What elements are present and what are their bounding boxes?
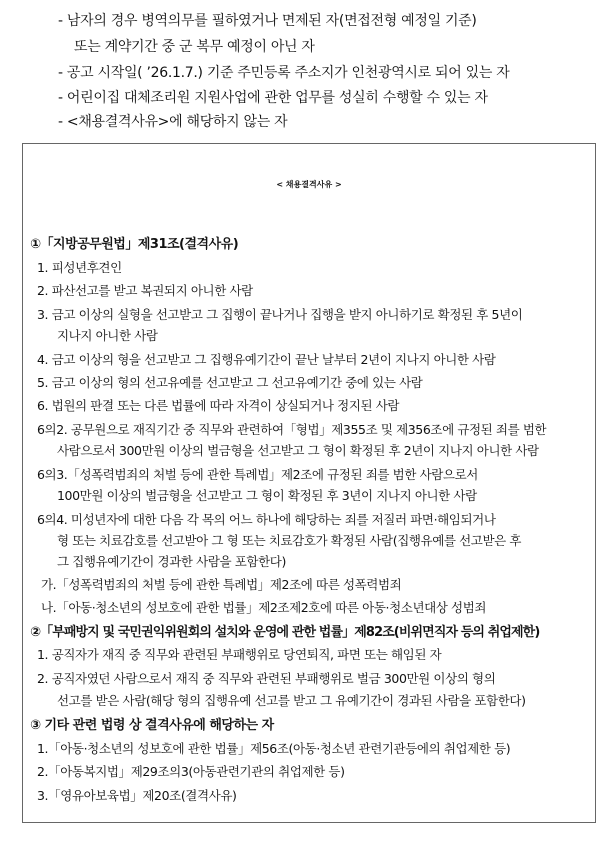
eligibility-item-disqualification: - <채용결격사유>에 해당하지 않는 자 [58,114,288,130]
clause-line: 형 또는 치료감호를 선고받아 그 형 또는 치료감호가 확정된 사람(집행유예를 선고받은 후 [57,533,522,548]
eligibility-item-military-cont: 또는 계약기간 중 군 복무 예정이 아닌 자 [74,39,315,55]
clause-line: 6의4. 미성년자에 대한 다음 각 목의 어느 하나에 해당하는 죄를 저질러 파면·해임되거나 [37,512,496,527]
box-title: < 채용결격사유 > [276,180,342,189]
section-heading-other-laws: ③ 기타 관련 법령 상 결격사유에 해당하는 자 [30,718,274,733]
clause-line: 그 집행유예기간이 경과한 사람을 포함한다) [57,554,286,569]
eligibility-item-duty: - 어린이집 대체조리원 지원사업에 관한 업무를 성실히 수행할 수 있는 자 [58,90,488,106]
clause-line: 나.「아동·청소년의 성보호에 관한 법률」제2조제2호에 따른 아동·청소년대상 성범죄 [41,600,487,615]
clause-line: 2. 파산선고를 받고 복권되지 아니한 사람 [37,283,253,298]
clause-line: 100만원 이상의 벌금형을 선고받고 그 형이 확정된 후 3년이 지나지 아니한 사람 [57,488,477,503]
clause-line: 4. 금고 이상의 형을 선고받고 그 집행유예기간이 끝난 날부터 2년이 지나지 아니한 사람 [37,352,496,367]
clause-line: 3. 금고 이상의 실형을 선고받고 그 집행이 끝나거나 집행을 받지 아니하기로 확정된 후 5년이 [37,307,523,322]
section-heading-local-public-officials-act: ①「지방공무원법」제31조(결격사유) [30,237,239,252]
clause-line: 가.「성폭력범죄의 처벌 등에 관한 특례법」제2조에 따른 성폭력범죄 [41,577,402,592]
clause-line: 2.「아동복지법」제29조의3(아동관련기관의 취업제한 등) [37,764,345,779]
clause-line: 3.「영유아보육법」제20조(결격사유) [37,788,237,803]
clause-line: 6의2. 공무원으로 재직기간 중 직무와 관련하여「형법」제355조 및 제356조에 규정된 죄를 범한 [37,422,547,437]
clause-line: 6. 법원의 판결 또는 다른 법률에 따라 자격이 상실되거나 정지된 사람 [37,398,400,413]
eligibility-item-military: - 남자의 경우 병역의무를 필하였거나 면제된 자(면접전형 예정일 기준) [58,13,477,29]
clause-line: 사람으로서 300만원 이상의 벌금형을 선고받고 그 형이 확정된 후 2년이 지나지 아니한 사람 [57,443,539,458]
eligibility-item-residence: - 공고 시작일( ’26.1.7.) 기준 주민등록 주소지가 인천광역시로 되어 있는 자 [58,65,510,81]
clause-line: 2. 공직자였던 사람으로서 재직 중 직무와 관련된 부패행위로 벌금 300만원 이상의 형의 [37,671,496,686]
clause-line: 지나지 아니한 사람 [57,328,158,343]
clause-line: 1.「아동·청소년의 성보호에 관한 법률」제56조(아동·청소년 관련기관등에의 취업제한 등) [37,741,511,756]
clause-line: 6의3.「성폭력범죄의 처벌 등에 관한 특례법」제2조에 규정된 죄를 범한 사람으로서 [37,467,478,482]
clause-line: 선고를 받은 사람(해당 형의 집행유예 선고를 받고 그 유예기간이 경과된 사람을 포함한다) [57,693,526,708]
section-heading-anti-corruption-act: ②「부패방지 및 국민권익위원회의 설치와 운영에 관한 법률」제82조(비위면직자 등의 취업제한) [30,625,540,640]
disqualification-box [22,143,596,823]
clause-line: 5. 금고 이상의 형의 선고유예를 선고받고 그 선고유예기간 중에 있는 사람 [37,375,423,390]
clause-line: 1. 공직자가 재직 중 직무와 관련된 부패행위로 당연퇴직, 파면 또는 해임된 자 [37,647,442,662]
clause-line: 1. 피성년후견인 [37,260,122,275]
